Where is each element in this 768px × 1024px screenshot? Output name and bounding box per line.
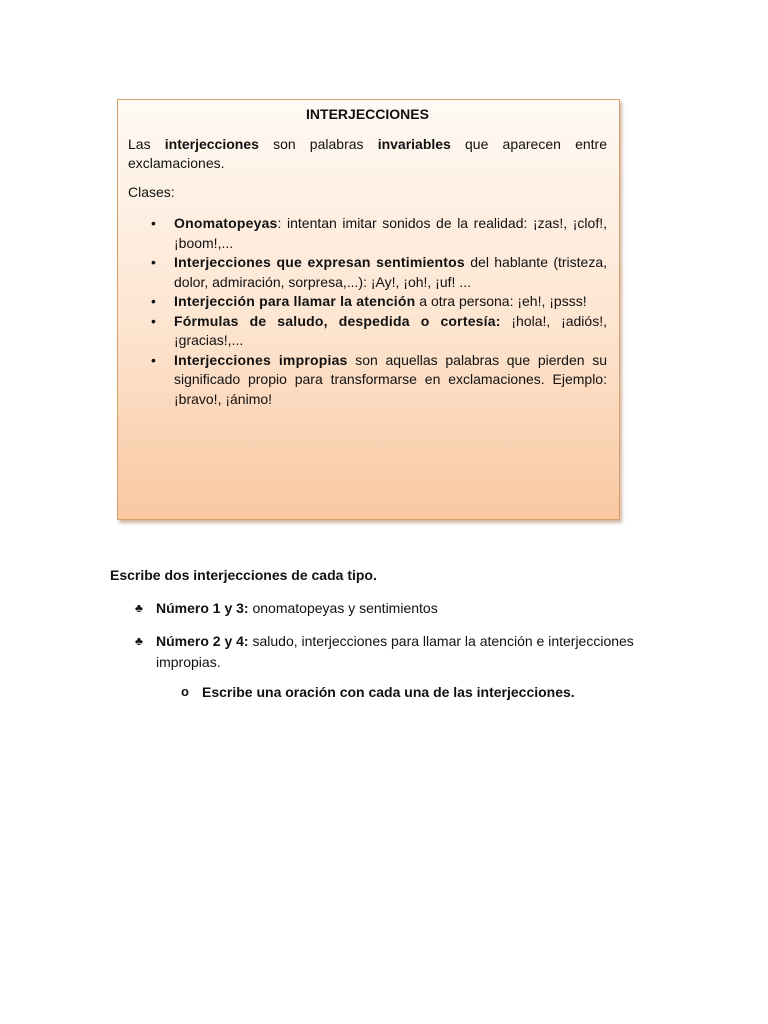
task-list (110, 598, 650, 673)
types-list (128, 214, 607, 409)
bullet-icon: • (151, 215, 156, 231)
intro-text-2: son palabras (258, 136, 378, 152)
type-name: Fórmulas de saludo, despedida o cortesía: (174, 312, 501, 329)
type-description: ¡hola!, ¡adiós!, ¡gracias!,... (174, 312, 607, 348)
type-name: Interjección para llamar la atención (174, 293, 416, 309)
exercise-section (110, 566, 650, 702)
intro-text-1: Las (128, 136, 165, 152)
circle-bullet-icon: o (181, 684, 189, 699)
club-icon: ♣ (135, 634, 143, 648)
interjecciones-info-box (117, 99, 620, 520)
exercise-title: Escribe dos interjecciones de cada tipo. (110, 567, 377, 583)
list-item (151, 351, 607, 410)
intro-bold-1: interjecciones (164, 136, 259, 152)
type-description: son aquellas palabras que pierden su significado propio para transformarse en exclamaciones. Ejemplo: ¡bravo!, ¡ánimo! (174, 351, 607, 407)
list-item (151, 214, 607, 253)
type-name: Onomatopeyas (174, 215, 278, 231)
list-item (151, 312, 607, 351)
sub-task-text: Escribe una oración con cada una de las interjecciones. (202, 684, 575, 700)
list-item (135, 631, 650, 673)
intro-bold-2: invariables (377, 136, 451, 152)
bullet-icon: • (151, 293, 156, 309)
type-description: del hablante (tristeza, dolor, admiración, sorpresa,...): ¡Ay!, ¡oh!, ¡uf! ... (174, 254, 608, 290)
type-description: a otra persona: ¡eh!, ¡psss! (415, 293, 587, 309)
task-text: onomatopeyas y sentimientos (248, 600, 438, 616)
list-item (135, 598, 650, 619)
intro-text-3: que aparecen entre exclamaciones. (128, 136, 607, 171)
task-label: Número 1 y 3: (156, 600, 249, 616)
club-icon: ♣ (135, 601, 143, 615)
bullet-icon: • (151, 312, 156, 329)
type-description: : intentan imitar sonidos de la realidad: ¡zas!, ¡clof!, ¡boom!,... (174, 215, 607, 251)
bullet-icon: • (151, 351, 156, 368)
task-text: saludo, interjecciones para llamar la atención e interjecciones impropias. (156, 633, 634, 670)
task-label: Número 2 y 4: (156, 633, 249, 649)
intro-paragraph (128, 135, 607, 173)
type-name: Interjecciones que expresan sentimientos (174, 254, 465, 270)
clases-label: Clases: (128, 184, 175, 200)
list-item (151, 253, 608, 292)
bullet-icon: • (151, 254, 156, 270)
box-title: INTERJECCIONES (306, 106, 429, 122)
type-name: Interjecciones impropias (174, 351, 348, 368)
sub-task (181, 682, 650, 702)
list-item (151, 292, 607, 312)
